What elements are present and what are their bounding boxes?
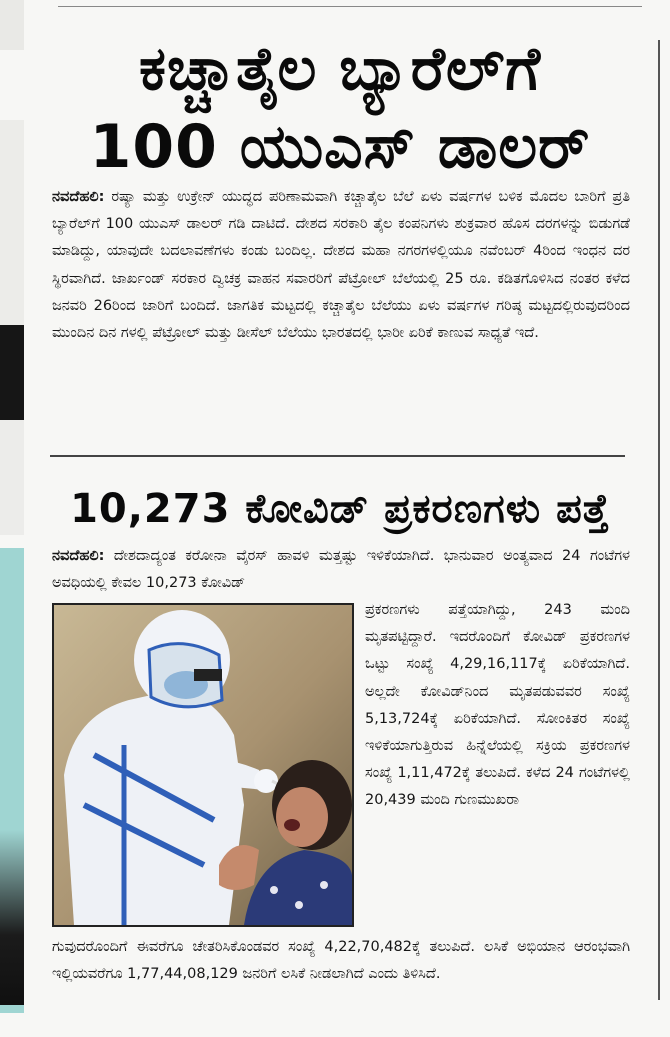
adjacent-fragment-3 xyxy=(0,325,24,420)
news-photo-covid-test xyxy=(52,603,354,927)
article-text: ದೇಶದಾದ್ಯಂತ ಕರೋನಾ ವೈರಸ್ ಹಾವಳಿ ಮತ್ತಷ್ಟು ಇಳಿಕೆಯಾಗಿದೆ. ಭಾನುವಾರ ಅಂತ್ಯವಾದ 24 ಗಂಟೆಗಳ ಅವಧಿಯಲ್ಲಿ ಕೇವಲ 10,273 ಕೋವಿಡ್ xyxy=(52,548,631,592)
top-rule xyxy=(58,6,642,7)
headline-crude-oil-line2: 100 ಯುಎಸ್ ಡಾಲರ್ xyxy=(89,112,591,182)
article-covid-body-bottom: ಗುವುದರೊಂದಿಗೆ ಈವರೆಗೂ ಚೇತರಿಸಿಕೊಂಡವರ ಸಂಖ್ಯೆ 4,22,70,482ಕ್ಕೆ ತಲುಪಿದೆ. ಲಸಿಕೆ ಅಭಿಯಾನ ಆರಂಭವಾಗಿ ಇಲ್ಲಿಯವರೆಗೂ 1,77,44,08,129 ಜನರಿಗೆ ಲಸಿಕೆ ನೀಡಲಾಗಿದೆ ಎಂದು ತಿಳಿಸಿದೆ. xyxy=(52,939,630,983)
adjacent-fragment-6 xyxy=(0,830,24,1005)
column-rule xyxy=(658,40,660,1000)
article-crude-oil-body xyxy=(52,184,630,347)
article-separator xyxy=(50,455,625,457)
headline-covid-cases: 10,273 ಕೋವಿಡ್ ಪ್ರಕರಣಗಳು ಪತ್ತೆ xyxy=(70,486,610,532)
adjacent-fragment-1 xyxy=(0,0,24,50)
adjacent-fragment-4 xyxy=(0,420,24,535)
adjacent-fragment-2 xyxy=(0,120,24,325)
article-text: ರಷ್ಯಾ ಮತ್ತು ಉಕ್ರೇನ್ ಯುದ್ಧದ ಪರಿಣಾಮವಾಗಿ ಕಚ್ಚಾತೈಲ ಬೆಲೆ ಏಳು ವರ್ಷಗಳ ಬಳಿಕ ಮೊದಲ ಬಾರಿಗೆ ಪ್ರತಿ ಬ್ಯಾರೆಲ್‌ಗೆ 100 ಯುಎಸ್ ಡಾಲರ್ ಗಡಿ ದಾಟಿದೆ. ದೇಶದ ಸರಕಾರಿ ತೈಲ ಕಂಪನಿಗಳು ಶುಕ್ರವಾರ ಹೊಸ ದರಗಳನ್ನು ಬಿಡುಗಡೆ ಮಾಡಿದ್ದು, ಯಾವುದೇ ಬದಲಾವಣೆಗಳು ಕಂಡು ಬಂದಿಲ್ಲ. ದೇಶದ ಮಹಾ ನಗರಗಳಲ್ಲಿಯೂ ನವೆಂಬರ್ 4ರಿಂದ ಇಂಧನ ದರ ಸ್ಥಿರವಾಗಿದೆ. ಜಾರ್ಖಂಡ್ ಸರಕಾರ ದ್ವಿಚಕ್ರ ವಾಹನ ಸವಾರರಿಗೆ ಪೆಟ್ರೋಲ್ ಬೆಲೆಯಲ್ಲಿ 25 ರೂ. ಕಡಿತಗೊಳಿಸಿದ ನಂತರ ಕಳೆದ ಜನವರಿ 26ರಿಂದ ಜಾರಿಗೆ ಬಂದಿದೆ. ಜಾಗತಿಕ ಮಟ್ಟದಲ್ಲಿ ಕಚ್ಚಾತೈಲ ಬೆಲೆಯು ಏಳು ವರ್ಷಗಳ ಗರಿಷ್ಠ ಮಟ್ಟದಲ್ಲಿರುವುದರಿಂದ ಮುಂದಿನ ದಿನ ಗಳಲ್ಲಿ ಪೆಟ್ರೋಲ್ ಮತ್ತು ಡೀಸೆಲ್ ಬೆಲೆಯು ಭಾರತದಲ್ಲಿ ಭಾರೀ ಏರಿಕೆ ಕಾಣುವ ಸಾಧ್ಯತೆ ಇದೆ. xyxy=(52,189,631,342)
headline-crude-oil-line1: ಕಚ್ಚಾತೈಲ ಬ್ಯಾರೆಲ್‌ಗೆ xyxy=(138,34,542,104)
article-covid-body-top xyxy=(52,543,630,597)
photo-illustration xyxy=(54,605,352,925)
dateline: ನವದೆಹಲಿ: xyxy=(52,189,105,205)
dateline: ನವದೆಹಲಿ: xyxy=(52,548,105,564)
adjacent-column-fragment xyxy=(0,0,24,1037)
article-covid-body-side: ಪ್ರಕರಣಗಳು ಪತ್ತೆಯಾಗಿದ್ದು, 243 ಮಂದಿ ಮೃತಪಟ್ಟಿದ್ದಾರೆ. ಇದರೊಂದಿಗೆ ಕೋವಿಡ್ ಪ್ರಕರಣಗಳ ಒಟ್ಟು ಸಂಖ್ಯೆ 4,29,16,117ಕ್ಕೆ ಏರಿಕೆಯಾಗಿದೆ. ಅಲ್ಲದೇ ಕೋವಿಡ್‌ನಿಂದ ಮೃತಪಡುವವರ ಸಂಖ್ಯೆ 5,13,724ಕ್ಕೆ ಏರಿಕೆಯಾಗಿದೆ. ಸೋಂಕಿತರ ಸಂಖ್ಯೆ ಇಳಿಕೆಯಾಗುತ್ತಿರುವ ಹಿನ್ನೆಲೆಯಲ್ಲಿ ಸಕ್ರಿಯ ಪ್ರಕರಣಗಳ ಸಂಖ್ಯೆ 1,11,472ಕ್ಕೆ ತಲುಪಿದೆ. ಕಳೆದ 24 ಗಂಟೆಗಳಲ್ಲಿ 20,439 ಮಂದಿ ಗುಣಮುಖರಾ xyxy=(365,602,630,809)
